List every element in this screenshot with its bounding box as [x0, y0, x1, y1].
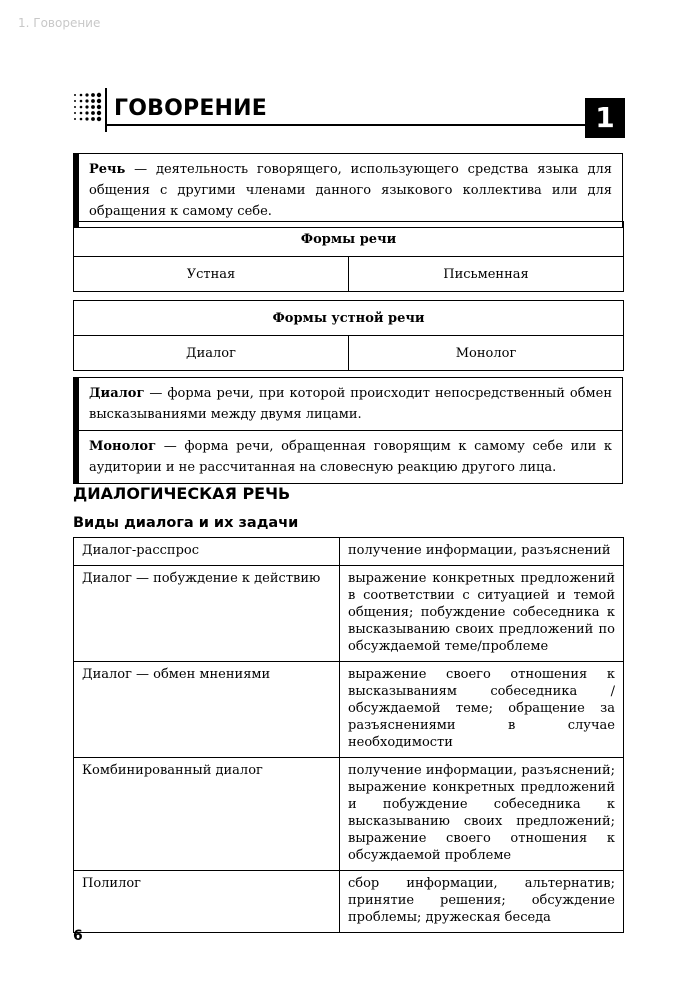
table-cell: Монолог — [349, 336, 624, 371]
forms-of-speech-table — [73, 221, 624, 292]
monolog-definition — [79, 430, 622, 483]
dialog-monolog-definitions-box — [73, 377, 623, 484]
table-row — [74, 538, 624, 566]
table-header: Формы устной речи — [74, 301, 624, 336]
dialog-types-table — [73, 537, 624, 933]
dialog-type-task: получение информации, разъяснений — [340, 538, 624, 566]
dialog-type-name: Полилог — [74, 871, 340, 933]
forms-of-oral-speech-table — [73, 300, 624, 371]
section-title: ДИАЛОГИЧЕСКАЯ РЕЧЬ — [73, 484, 291, 503]
dialog-type-name: Диалог — побуждение к действию — [74, 566, 340, 662]
definition-term: Речь — [89, 162, 126, 177]
table-cell: Диалог — [74, 336, 349, 371]
heading-underline — [105, 124, 585, 126]
page-number: 6 — [73, 928, 83, 944]
dialog-type-task: сбор информации, альтернатив; принятие решения; обсуждение проблемы; дружеская беседа — [340, 871, 624, 933]
dialog-type-name: Комбинированный диалог — [74, 758, 340, 871]
chapter-number-badge: 1 — [585, 98, 625, 138]
chapter-title: ГОВОРЕНИЕ — [114, 96, 267, 121]
table-row — [74, 566, 624, 662]
dialog-definition — [79, 378, 622, 430]
dialog-type-name: Диалог — обмен мнениями — [74, 662, 340, 758]
chapter-heading — [72, 88, 625, 140]
speech-definition-box — [73, 153, 623, 228]
definition-text: — деятельность говорящего, использующего средства языка для общения с другими членами данного языкового коллектива или для обращения к самому себе. — [89, 162, 612, 219]
dialog-type-task: получение информации, разъяснений; выражение конкретных предложений и побуждение собеседника к высказыванию своих предложений; выражение своего отношения к обсуждаемой проблеме — [340, 758, 624, 871]
table-row — [74, 758, 624, 871]
definition-term: Диалог — [89, 386, 145, 401]
definition-text: — форма речи, обращенная говорящим к самому себе или к аудитории и не рассчитанная на словесную реакцию другого лица. — [89, 439, 612, 475]
subsection-title: Виды диалога и их задачи — [73, 515, 299, 531]
dialog-type-name: Диалог-расспрос — [74, 538, 340, 566]
dialog-type-task: выражение конкретных предложений в соответствии с ситуацией и темой общения; побуждение собеседника к высказыванию своих предложений по обсуждаемой теме/проблеме — [340, 566, 624, 662]
definition-term: Монолог — [89, 439, 157, 454]
table-cell: Устная — [74, 257, 349, 292]
dot-grid-icon — [72, 92, 102, 122]
table-row — [74, 662, 624, 758]
running-header: 1. Говорение — [18, 16, 101, 30]
speech-definition — [79, 154, 622, 227]
dialog-type-task: выражение своего отношения к высказываниям собеседника / обсуждаемой теме; обращение за разъяснениями в случае необходимости — [340, 662, 624, 758]
definition-text: — форма речи, при которой происходит непосредственный обмен высказываниями между двумя лицами. — [89, 386, 612, 422]
table-row — [74, 871, 624, 933]
table-cell: Письменная — [349, 257, 624, 292]
table-header: Формы речи — [74, 222, 624, 257]
